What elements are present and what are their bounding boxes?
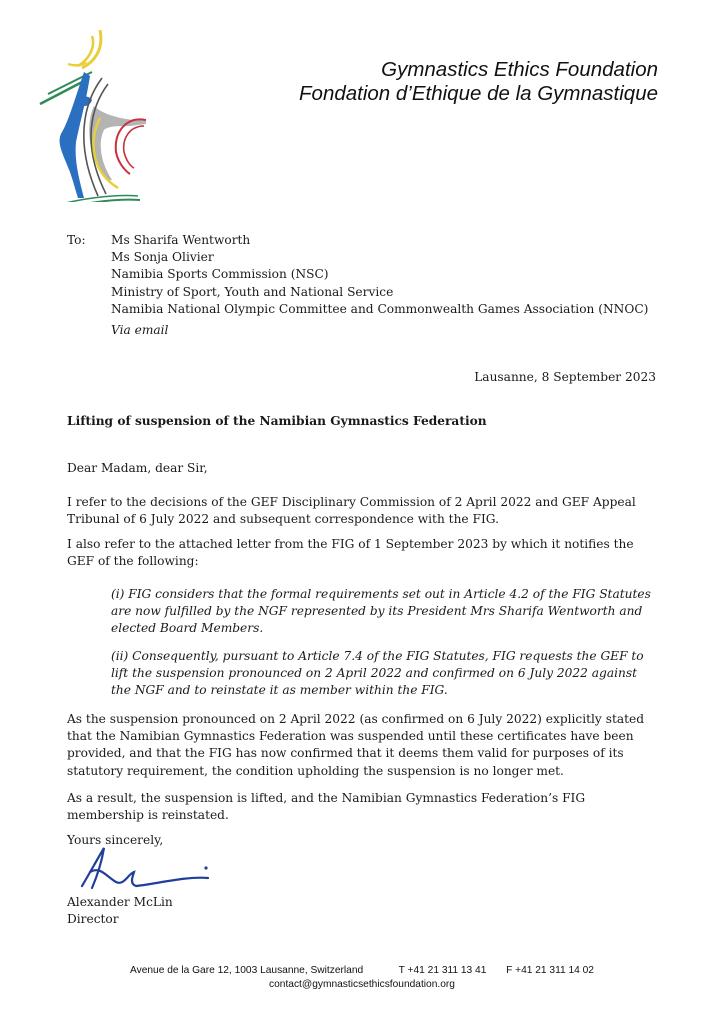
- logo-grey-body: [89, 106, 146, 180]
- signatory-title: Director: [67, 912, 119, 926]
- closing: Yours sincerely,: [67, 833, 164, 847]
- org-name-english: Gymnastics Ethics Foundation: [381, 58, 658, 81]
- logo-green-swoosh: [46, 200, 140, 202]
- footer-email[interactable]: contact@gymnasticsethicsfoundation.org: [269, 979, 455, 990]
- footer-address: Avenue de la Gare 12, 1003 Lausanne, Switzerland: [130, 965, 364, 976]
- salutation: Dear Madam, dear Sir,: [67, 461, 208, 475]
- logo-yellow-arc-3: [68, 62, 86, 65]
- handwritten-signature-icon: [76, 846, 226, 894]
- body-paragraph-4: As a result, the suspension is lifted, and the Namibian Gymnastics Federation’s FIG membership is reinstated.: [67, 791, 586, 823]
- recipient-item: Namibia National Olympic Committee and Commonwealth Games Association (NNOC): [111, 301, 649, 316]
- quoted-item-2: (ii) Consequently, pursuant to Article 7.4 of the FIG Statutes, FIG requests the GEF to lift the suspension pronounced on 2 April 2022 and confirmed on 6 July 2022 against the NGF and to reinstate it as member within the FIG.: [111, 649, 644, 698]
- footer-fax: F +41 21 311 14 02: [506, 965, 594, 976]
- date-line: Lausanne, 8 September 2023: [474, 370, 656, 384]
- subject-line: Lifting of suspension of the Namibian Gymnastics Federation: [67, 414, 487, 428]
- recipient-item: Ministry of Sport, Youth and National Service: [111, 284, 394, 299]
- gymnast-figure-logo-icon: [34, 22, 146, 202]
- recipient-item: Ms Sharifa Wentworth: [111, 233, 251, 247]
- org-name-french: Fondation d’Ethique de la Gymnastique: [299, 82, 658, 105]
- recipients-list: [111, 232, 648, 318]
- body-paragraph-2: I also refer to the attached letter from the FIG of 1 September 2023 by which it notifies the GEF of the following:: [67, 537, 634, 569]
- body-paragraph-3: As the suspension pronounced on 2 April 2022 (as confirmed on 6 July 2022) explicitly stated that the Namibian Gymnastics Federation was suspended until these certificates have been provided, and that the FIG has now confirmed that it deems them valid for purposes of its statutory requirement, the condition upholding the suspension is no longer met.: [67, 712, 645, 778]
- recipient-item: Namibia Sports Commission (NSC): [111, 267, 329, 282]
- footer-phone: T +41 21 311 13 41: [398, 965, 487, 976]
- quoted-item-1: (i) FIG considers that the formal requirements set out in Article 4.2 of the FIG Statutes are now fulfilled by the NGF represented by its President Mrs Sharifa Wentworth and elected Board Members.: [111, 587, 651, 636]
- signatory-name: Alexander McLin: [67, 895, 173, 909]
- signature-stroke: [82, 848, 208, 888]
- footer-email-line: [0, 978, 724, 991]
- footer-contact-line: [0, 964, 724, 977]
- recipients-label: To:: [67, 233, 86, 247]
- organization-header: [299, 58, 658, 106]
- signature-dot: [204, 866, 207, 869]
- recipient-item: Ms Sonja Olivier: [111, 250, 214, 265]
- delivery-method: Via email: [111, 323, 169, 337]
- logo-red-arc-2: [124, 126, 144, 168]
- body-paragraph-1: I refer to the decisions of the GEF Disciplinary Commission of 2 April 2022 and GEF Appeal Tribunal of 6 July 2022 and subsequent correspondence with the FIG.: [67, 495, 636, 527]
